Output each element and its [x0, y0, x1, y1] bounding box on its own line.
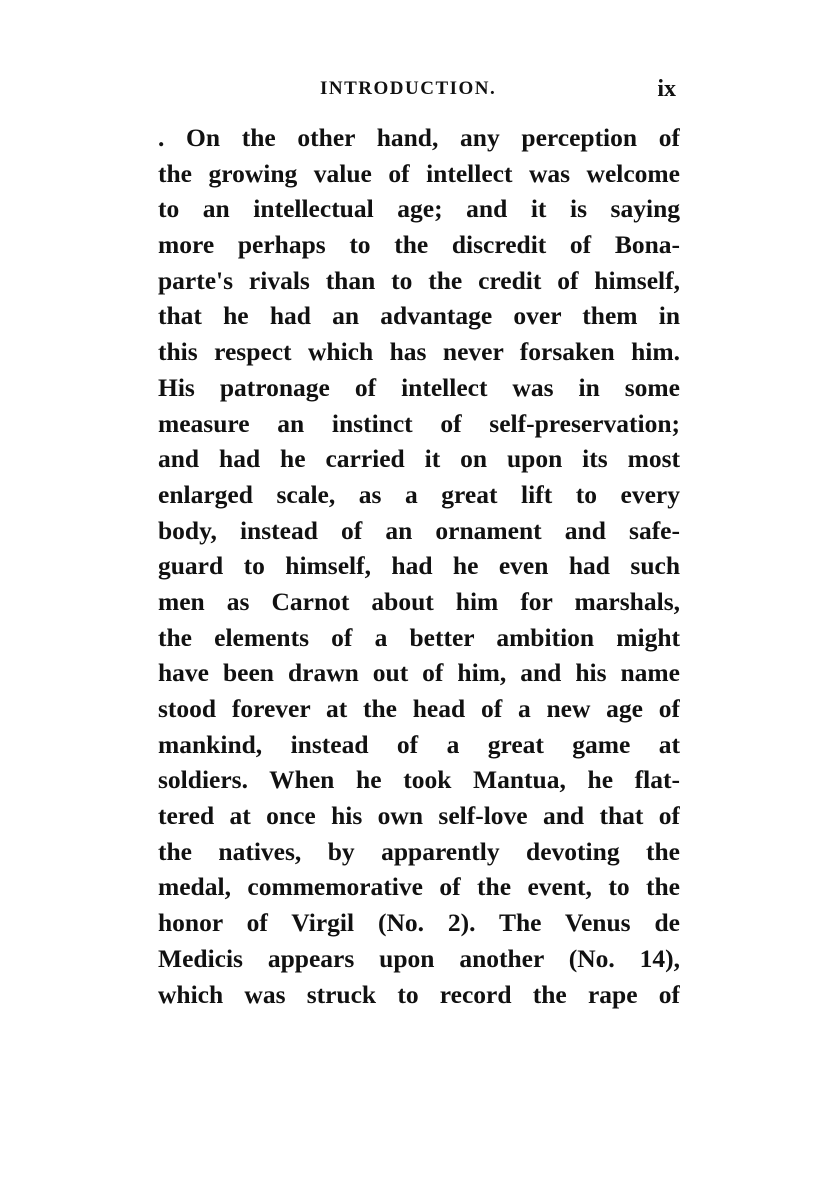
text-line: tered at once his own self-love and that of: [158, 801, 680, 831]
text-line: soldiers. When he took Mantua, he flat-: [158, 765, 680, 795]
body-text: [158, 120, 680, 1012]
text-line: measure an instinct of self-preservation;: [158, 408, 680, 438]
text-line: have been drawn out of him, and his name: [158, 658, 680, 688]
text-line: the natives, by apparently devoting the: [158, 836, 680, 866]
text-line: the growing value of intellect was welcome: [158, 158, 680, 188]
text-line: that he had an advantage over them in: [158, 301, 680, 331]
text-line: this respect which has never forsaken him.: [158, 337, 680, 367]
text-line: the elements of a better ambition might: [158, 622, 680, 652]
text-line: more perhaps to the discredit of Bona-: [158, 230, 680, 260]
running-title: INTRODUCTION.: [320, 78, 497, 99]
page-number: ix: [657, 76, 676, 102]
text-line: guard to himself, had he even had such: [158, 551, 680, 581]
text-line: enlarged scale, as a great lift to every: [158, 479, 680, 509]
text-line: mankind, instead of a great game at: [158, 729, 680, 759]
text-line: and had he carried it on upon its most: [158, 444, 680, 474]
text-line: . On the other hand, any perception of: [158, 123, 680, 152]
text-line: body, instead of an ornament and safe-: [158, 515, 680, 545]
text-line: stood forever at the head of a new age of: [158, 694, 680, 723]
text-line: His patronage of intellect was in some: [158, 372, 680, 402]
text-line: medal, commemorative of the event, to the: [158, 872, 680, 902]
text-line: honor of Virgil (No. 2). The Venus de: [158, 908, 680, 938]
text-line: Medicis appears upon another (No. 14),: [158, 943, 680, 973]
text-line: men as Carnot about him for marshals,: [158, 586, 680, 616]
text-line: parte's rivals than to the credit of himself,: [158, 265, 680, 295]
text-line: to an intellectual age; and it is saying: [158, 194, 680, 224]
text-line: which was struck to record the rape of: [158, 979, 680, 1009]
running-head: [158, 78, 682, 108]
